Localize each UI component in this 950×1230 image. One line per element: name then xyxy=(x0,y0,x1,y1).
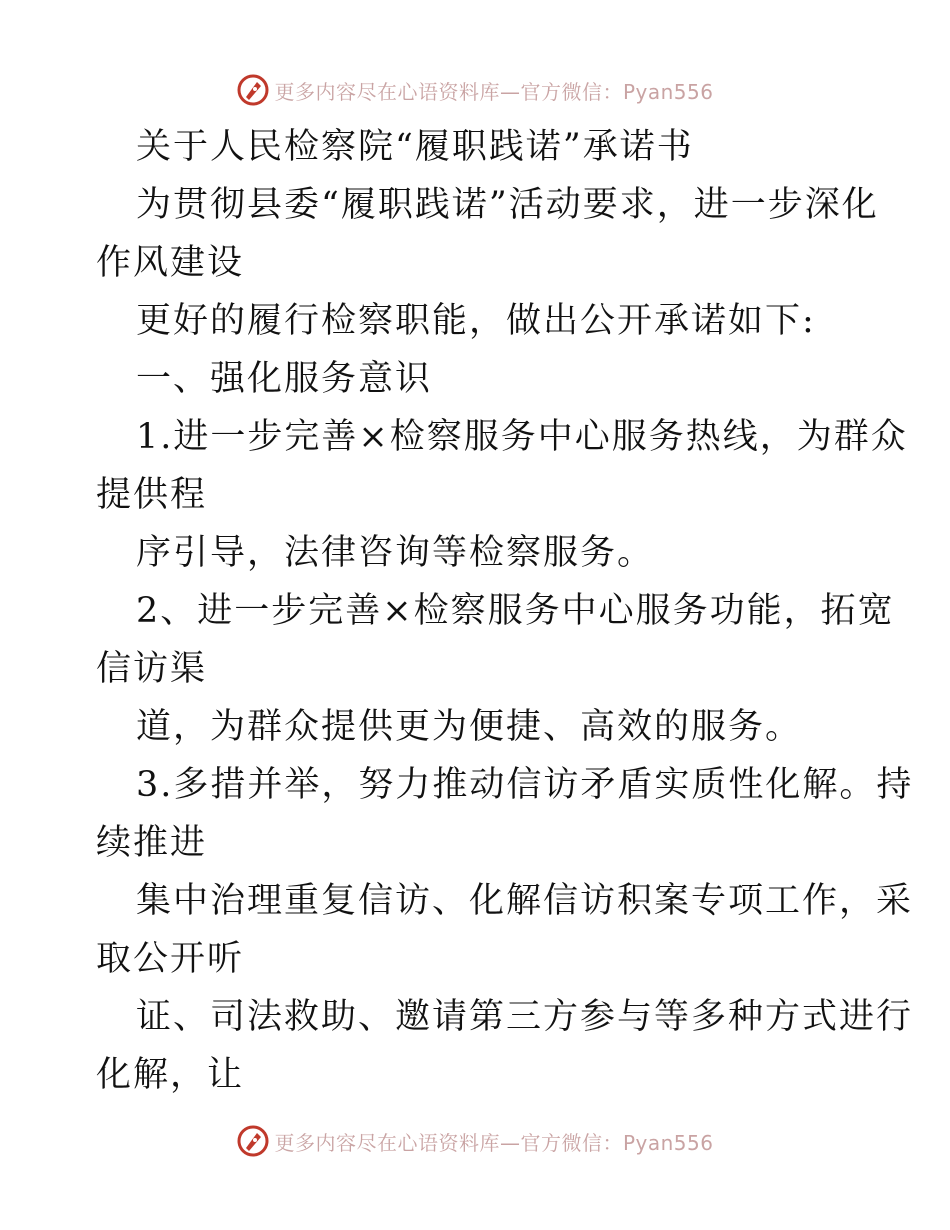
document-line: 为贯彻县委“履职践诺”活动要求，进一步深化 xyxy=(136,185,879,225)
document-line: 3.多措并举，努力推动信访矛盾实质性化解。持 xyxy=(136,765,914,805)
watermark-text: 更多内容尽在心语资料库—官方微信：Pyan556 xyxy=(274,1130,714,1155)
document-line: 化解，让 xyxy=(96,1055,245,1095)
document-line: 提供程 xyxy=(96,475,208,515)
document-line: 集中治理重复信访、化解信访积案专项工作，采 xyxy=(136,881,914,921)
document-line: 1.进一步完善×检察服务中心服务热线，为群众 xyxy=(136,417,908,457)
header-watermark xyxy=(0,70,950,110)
document-line: 2、进一步完善×检察服务中心服务功能，拓宽 xyxy=(136,591,895,631)
document-line: 更好的履行检察职能，做出公开承诺如下: xyxy=(136,301,816,341)
footer-watermark xyxy=(0,1121,950,1161)
document-line: 道，为群众提供更为便捷、高效的服务。 xyxy=(136,707,803,747)
document-line: 证、司法救助、邀请第三方参与等多种方式进行 xyxy=(136,997,914,1037)
document-line: 续推进 xyxy=(96,823,208,863)
document-line: 信访渠 xyxy=(96,649,208,689)
document-line: 作风建设 xyxy=(96,243,245,283)
pen-nib-logo-icon xyxy=(236,73,270,107)
document-line: 关于人民检察院“履职践诺”承诺书 xyxy=(136,127,694,167)
document-line: 序引导，法律咨询等检察服务。 xyxy=(136,533,655,573)
pen-nib-logo-icon xyxy=(236,1124,270,1158)
watermark-text: 更多内容尽在心语资料库—官方微信：Pyan556 xyxy=(274,79,714,104)
document-line: 一、强化服务意识 xyxy=(136,359,433,399)
document-line: 取公开听 xyxy=(96,939,245,979)
document-body xyxy=(96,118,914,1104)
